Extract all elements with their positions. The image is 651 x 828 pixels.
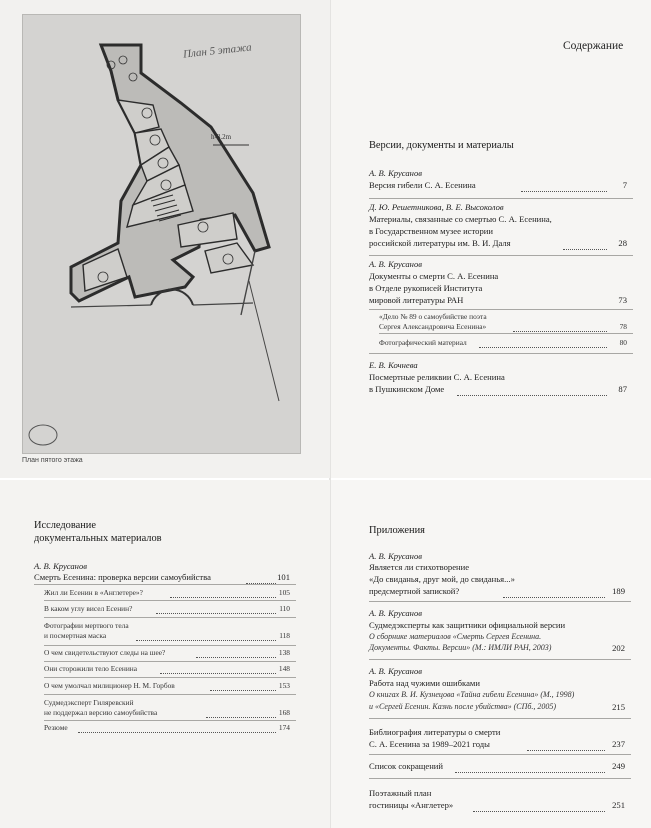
floor-plan-photo: [22, 14, 301, 454]
entry-author: А. В. Крусанов: [369, 666, 422, 676]
entry-divider: [369, 659, 631, 660]
leader-dots: [136, 639, 276, 641]
page-number: 237: [612, 739, 625, 749]
subentry-title: «Дело № 89 о самоубийстве поэта: [379, 312, 487, 321]
leader-dots: [457, 394, 607, 396]
leader-dots: [527, 749, 605, 751]
entry-title: гостиницы «Англетер»: [369, 800, 454, 810]
page-number: 80: [619, 338, 627, 347]
figure-caption: План пятого этажа: [22, 457, 83, 464]
contents-page-2: [0, 480, 330, 828]
entry-title: Версия гибели С. А. Есенина: [369, 180, 476, 190]
page-number: 105: [278, 588, 290, 597]
entry-title: Библиография литературы о смерти: [369, 727, 501, 737]
entry-divider: [44, 645, 296, 646]
leader-dots: [479, 346, 607, 348]
page-number: 73: [618, 295, 627, 305]
page-number: 148: [278, 664, 290, 673]
entry-title: Является ли стихотворение: [369, 562, 470, 572]
contents-page-1: [331, 0, 651, 478]
subentry-title: Судмедэксперт Гиляревский: [44, 698, 134, 707]
entry-divider: [44, 694, 296, 695]
entry-divider: [369, 255, 633, 256]
subentry-title: Сергея Александровича Есенина»: [379, 322, 487, 331]
entry-description: О книгах В. И. Кузнецова «Тайна гибели Есенина» (М., 1998): [369, 690, 575, 699]
entry-divider: [369, 601, 631, 602]
entry-title: Посмертные реликвии С. А. Есенина: [369, 372, 505, 382]
entry-author: Е. В. Кочнева: [369, 360, 418, 370]
page-number: 138: [278, 648, 290, 657]
page-number: 153: [278, 681, 290, 690]
entry-divider: [369, 309, 633, 310]
subentry-title: О чем умолчал милиционер Н. М. Горбов: [44, 681, 175, 690]
entry-title: Поэтажный план: [369, 788, 432, 798]
scale-mark: h-3.2m: [211, 133, 232, 141]
page-number: 101: [277, 572, 290, 582]
subentry-title: В каком углу висел Есенин?: [44, 604, 133, 613]
entry-divider: [44, 600, 296, 601]
page-number: 215: [612, 702, 625, 712]
leader-dots: [160, 672, 276, 674]
entry-description: Документы. Факты. Версии» (М.: ИМЛИ РАН, 2003): [369, 643, 552, 652]
entry-author: А. В. Крусанов: [369, 168, 422, 178]
leader-dots: [78, 731, 276, 733]
part3-heading: Приложения: [369, 525, 425, 536]
part2-heading: документальных материалов: [34, 533, 162, 544]
entry-title: российской литературы им. В. И. Даля: [369, 238, 511, 248]
page-number: 78: [619, 322, 627, 331]
entry-title: Работа над чужими ошибками: [369, 678, 480, 688]
page-number: 110: [279, 604, 290, 613]
entry-title: предсмертной запиской?: [369, 586, 460, 596]
page-number: 251: [612, 800, 625, 810]
entry-description: О сборнике материалов «Смерть Сергея Есенина.: [369, 632, 542, 641]
entry-divider: [369, 754, 631, 755]
subentry-title: не поддержал версию самоубийства: [44, 708, 158, 717]
subentry-title: Фотографии мертвого тела: [44, 621, 129, 630]
leader-dots: [521, 190, 607, 192]
entry-title: Список сокращений: [369, 761, 443, 771]
entry-divider: [44, 617, 296, 618]
handwritten-title: План 5 этажа: [182, 41, 253, 61]
leader-dots: [156, 612, 276, 614]
entry-author: А. В. Крусанов: [34, 561, 87, 571]
entry-author: А. В. Крусанов: [369, 259, 422, 269]
entry-divider: [369, 778, 631, 779]
entry-title: Материалы, связанные со смертью С. А. Есенина,: [369, 214, 552, 224]
entry-divider: [369, 198, 633, 199]
entry-title: мировой литературы РАН: [369, 295, 464, 305]
entry-description: и «Сергей Есенин. Казнь после убийства» (СПб., 2005): [369, 702, 557, 711]
entry-divider: [369, 353, 633, 354]
entry-author: А. В. Крусанов: [369, 608, 422, 618]
part2-heading: Исследование: [34, 520, 96, 531]
contents-page-3: [331, 480, 651, 828]
subentry-title: Жил ли Есенин в «Англетере»?: [44, 588, 143, 597]
subentry-title: Они сторожили тело Есенина: [44, 664, 138, 673]
contents-title: Содержание: [563, 40, 624, 52]
floor-plan-drawing: [23, 15, 300, 453]
entry-title: Судмедэксперты как защитники официальной версии: [369, 620, 566, 630]
leader-dots: [513, 330, 607, 332]
entry-divider: [44, 661, 296, 662]
entry-title: Смерть Есенина: проверка версии самоубийства: [34, 572, 211, 582]
page-number: 7: [622, 180, 627, 190]
entry-title: в Пушкинском Доме: [369, 384, 445, 394]
subentry-title: Резюме: [44, 723, 68, 732]
leader-dots: [503, 596, 605, 598]
leader-dots: [563, 248, 607, 250]
entry-divider: [44, 720, 296, 721]
entry-title: в Отделе рукописей Института: [369, 283, 483, 293]
subentry-title: и посмертная маска: [44, 631, 107, 640]
entry-title: «До свиданья, друг мой, до свиданья...»: [369, 574, 515, 584]
entry-title: С. А. Есенина за 1989–2021 годы: [369, 739, 490, 749]
subentry-title: Фотографический материал: [379, 338, 467, 347]
subentry-title: О чем свидетельствуют следы на шее?: [44, 648, 166, 657]
page-number: 28: [618, 238, 627, 248]
page-number: 118: [279, 631, 290, 640]
page-number: 174: [278, 723, 290, 732]
entry-author: А. В. Крусанов: [369, 551, 422, 561]
page-number: 189: [612, 586, 625, 596]
floor-plan-page: [0, 0, 330, 478]
entry-divider: [379, 333, 633, 334]
entry-divider: [34, 584, 296, 585]
page-number: 87: [618, 384, 627, 394]
page-number: 202: [612, 643, 625, 653]
part1-heading: Версии, документы и материалы: [369, 140, 514, 151]
page-number: 249: [612, 761, 625, 771]
entry-title: в Государственном музее истории: [369, 226, 493, 236]
leader-dots: [473, 810, 605, 812]
entry-author: Д. Ю. Решетникова, В. Е. Высоколов: [369, 202, 504, 212]
page-number: 168: [278, 708, 290, 717]
entry-divider: [44, 677, 296, 678]
entry-divider: [369, 718, 631, 719]
entry-title: Документы о смерти С. А. Есенина: [369, 271, 499, 281]
leader-dots: [455, 771, 605, 773]
